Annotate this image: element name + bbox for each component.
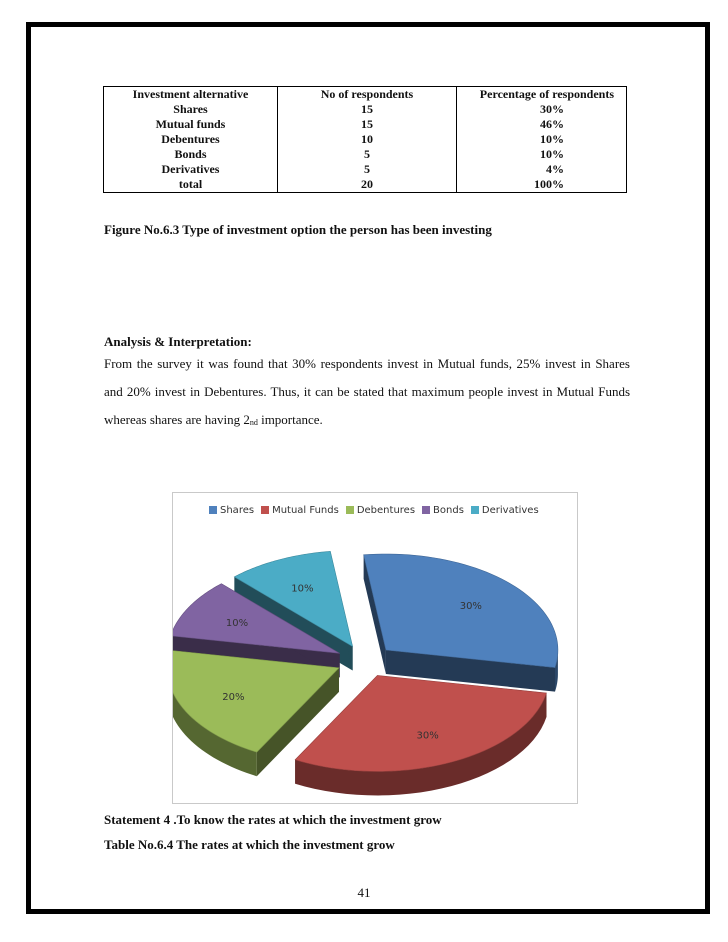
column-header: Investment alternative <box>104 87 278 103</box>
column-header: No of respondents <box>278 87 457 103</box>
table-header-row <box>104 87 627 103</box>
table-cell: Debentures <box>104 132 278 147</box>
analysis-heading: Analysis & Interpretation: <box>104 334 252 349</box>
pie-svg <box>173 493 577 803</box>
table-cell: 5 <box>278 147 457 162</box>
column-header: Percentage of respondents <box>457 87 627 103</box>
table-row-total <box>104 177 627 193</box>
investment-pie-chart <box>172 492 578 804</box>
legend-label: Debentures <box>356 505 416 516</box>
table-row <box>104 162 627 177</box>
data-label: 10% <box>225 618 249 630</box>
analysis-paragraph <box>104 350 630 437</box>
table-cell: 30% <box>457 102 627 117</box>
table-cell: 4% <box>457 162 627 177</box>
investment-table <box>103 86 627 193</box>
legend-label: Derivatives <box>481 505 539 516</box>
data-label: 30% <box>459 601 482 613</box>
analysis-text-end: importance. <box>257 412 323 427</box>
table-cell: 15 <box>278 102 457 117</box>
table-cell: total <box>104 177 278 193</box>
table-cell: 10 <box>278 132 457 147</box>
table-cell: Bonds <box>104 147 278 162</box>
table-cell: 46% <box>457 117 627 132</box>
page-number: 41 <box>357 885 371 900</box>
table-row <box>104 102 627 117</box>
statement-heading: Statement 4 .To know the rates at which the investment grow <box>104 812 442 827</box>
table-cell: 15 <box>278 117 457 132</box>
legend-label: Mutual Funds <box>272 505 339 516</box>
analysis-text: From the survey it was found that 30% respondents invest in Mutual funds, 25% invest in Shares and 20% invest in Debentures. Thus, it can be stated that maximum people invest in Mutual Funds whereas shares are having 2 <box>104 356 630 427</box>
table-cell: 10% <box>457 132 627 147</box>
table-caption: Table No.6.4 The rates at which the investment grow <box>104 837 395 852</box>
table-row <box>104 132 627 147</box>
table-cell: Shares <box>104 102 278 117</box>
table-row <box>104 147 627 162</box>
figure-caption: Figure No.6.3 Type of investment option the person has been investing <box>104 222 492 237</box>
data-label: 30% <box>416 730 439 742</box>
table-cell: 20 <box>278 177 457 193</box>
ordinal-suffix: nd <box>249 418 258 427</box>
data-label: 20% <box>222 691 245 703</box>
table-row <box>104 117 627 132</box>
table-cell: 100% <box>457 177 627 193</box>
legend-label: Shares <box>220 505 255 516</box>
table-cell: 10% <box>457 147 627 162</box>
table-cell: Derivatives <box>104 162 278 177</box>
table-cell: 5 <box>278 162 457 177</box>
legend-label: Bonds <box>433 505 464 516</box>
table-cell: Mutual funds <box>104 117 278 132</box>
data-label: 10% <box>291 583 314 595</box>
